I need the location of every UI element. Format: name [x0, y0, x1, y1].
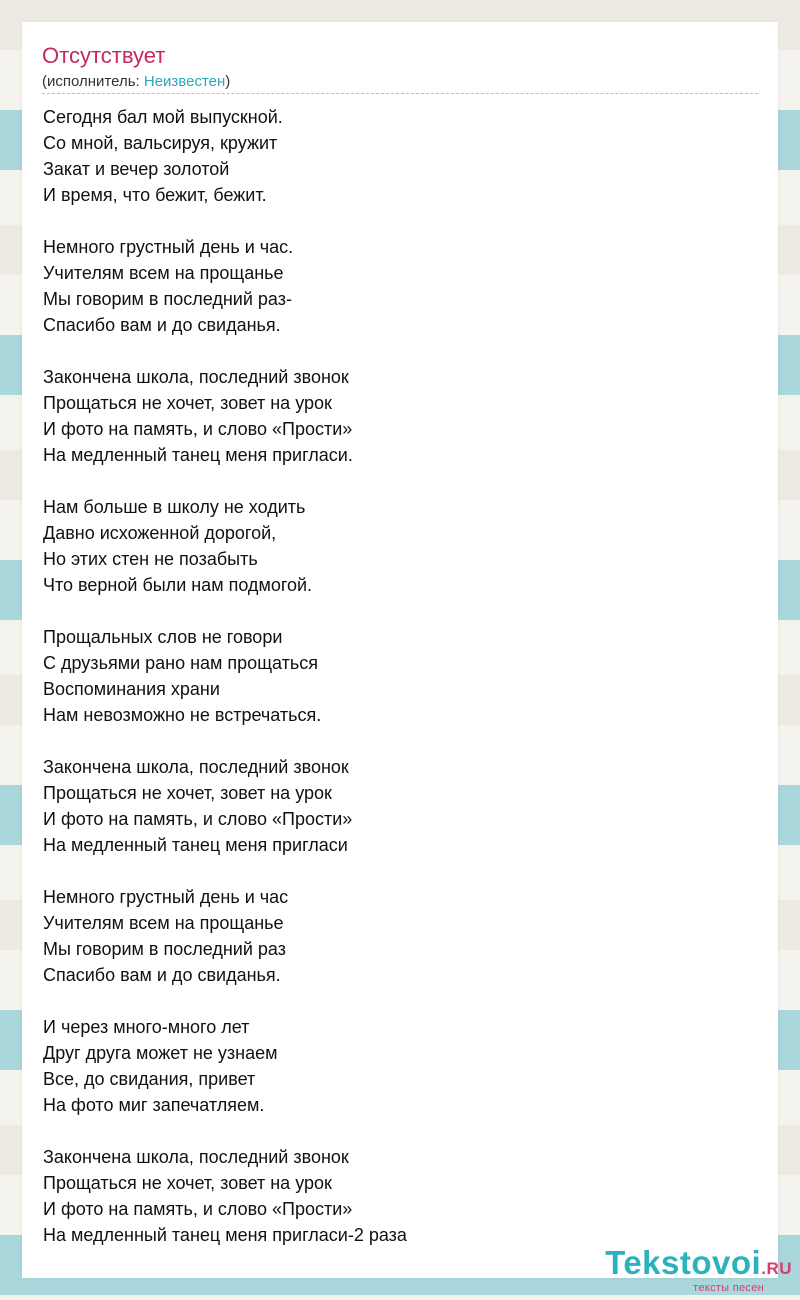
lyric-line: И фото на память, и слово «Прости» — [43, 809, 353, 829]
lyric-line: Прощаться не хочет, зовет на урок — [43, 783, 332, 803]
lyrics-stanza — [43, 624, 743, 728]
lyric-line: Немного грустный день и час — [43, 887, 289, 907]
lyric-line: Друг друга может не узнаем — [43, 1043, 278, 1063]
lyric-line: Но этих стен не позабыть — [43, 549, 258, 569]
song-title: Отсутствует — [42, 43, 166, 68]
lyric-line: Прощаться не хочет, зовет на урок — [43, 393, 332, 413]
lyric-line: Нам больше в школу не ходить — [43, 497, 306, 517]
logo-wordmark — [605, 1246, 792, 1286]
lyrics-stanza — [43, 754, 743, 858]
lyrics-body — [43, 104, 743, 1274]
lyrics-stanza — [43, 364, 743, 468]
lyric-line: Спасибо вам и до свиданья. — [43, 315, 281, 335]
lyrics-stanza — [43, 494, 743, 598]
lyric-line: Закат и вечер золотой — [43, 159, 230, 179]
artist-line — [42, 73, 230, 90]
artist-prefix: (исполнитель: — [42, 73, 144, 90]
lyric-line: С друзьями рано нам прощаться — [43, 653, 318, 673]
lyric-line: Немного грустный день и час. — [43, 237, 294, 257]
lyric-line: И время, что бежит, бежит. — [43, 185, 267, 205]
lyric-line: На медленный танец меня пригласи-2 раза — [43, 1225, 407, 1245]
lyrics-stanza — [43, 1014, 743, 1118]
logo-tld: .RU — [761, 1259, 792, 1278]
lyric-line: Прощальных слов не говори — [43, 627, 283, 647]
logo-tagline: тексты песен — [693, 1282, 764, 1294]
lyric-line: На фото миг запечатляем. — [43, 1095, 265, 1115]
artist-link[interactable]: Неизвестен — [143, 73, 226, 90]
lyric-line: Закончена школа, последний звонок — [43, 1147, 349, 1167]
lyric-line: Со мной, вальсируя, кружит — [43, 133, 278, 153]
lyric-line: Что верной были нам подмогой. — [43, 575, 313, 595]
lyric-line: Воспоминания храни — [43, 679, 220, 699]
lyric-line: На медленный танец меня пригласи — [43, 835, 348, 855]
lyric-line: Давно исхоженной дорогой, — [43, 523, 277, 543]
lyric-line: На медленный танец меня пригласи. — [43, 445, 353, 465]
artist-suffix: ) — [225, 73, 231, 90]
lyric-line: Мы говорим в последний раз- — [43, 289, 292, 309]
lyric-line: И через много-много лет — [43, 1017, 250, 1037]
lyric-line: Сегодня бал мой выпускной. — [43, 107, 283, 127]
site-logo[interactable] — [605, 1246, 792, 1294]
header-divider — [42, 93, 758, 94]
logo-name: Tekstovoi — [605, 1244, 762, 1281]
lyric-line: Закончена школа, последний звонок — [43, 757, 349, 777]
lyric-line: Спасибо вам и до свиданья. — [43, 965, 281, 985]
lyric-line: Прощаться не хочет, зовет на урок — [43, 1173, 332, 1193]
lyrics-stanza — [43, 1144, 743, 1248]
lyric-line: Учителям всем на прощанье — [43, 263, 284, 283]
lyrics-stanza — [43, 884, 743, 988]
lyric-line: Учителям всем на прощанье — [43, 913, 284, 933]
lyric-line: Закончена школа, последний звонок — [43, 367, 349, 387]
lyric-line: И фото на память, и слово «Прости» — [43, 419, 353, 439]
lyrics-stanza — [43, 234, 743, 338]
lyric-line: Мы говорим в последний раз — [43, 939, 286, 959]
lyric-line: Нам невозможно не встречаться. — [43, 705, 322, 725]
lyrics-card — [22, 22, 778, 1278]
lyrics-stanza — [43, 104, 743, 208]
lyric-line: И фото на память, и слово «Прости» — [43, 1199, 353, 1219]
lyric-line: Все, до свидания, привет — [43, 1069, 256, 1089]
